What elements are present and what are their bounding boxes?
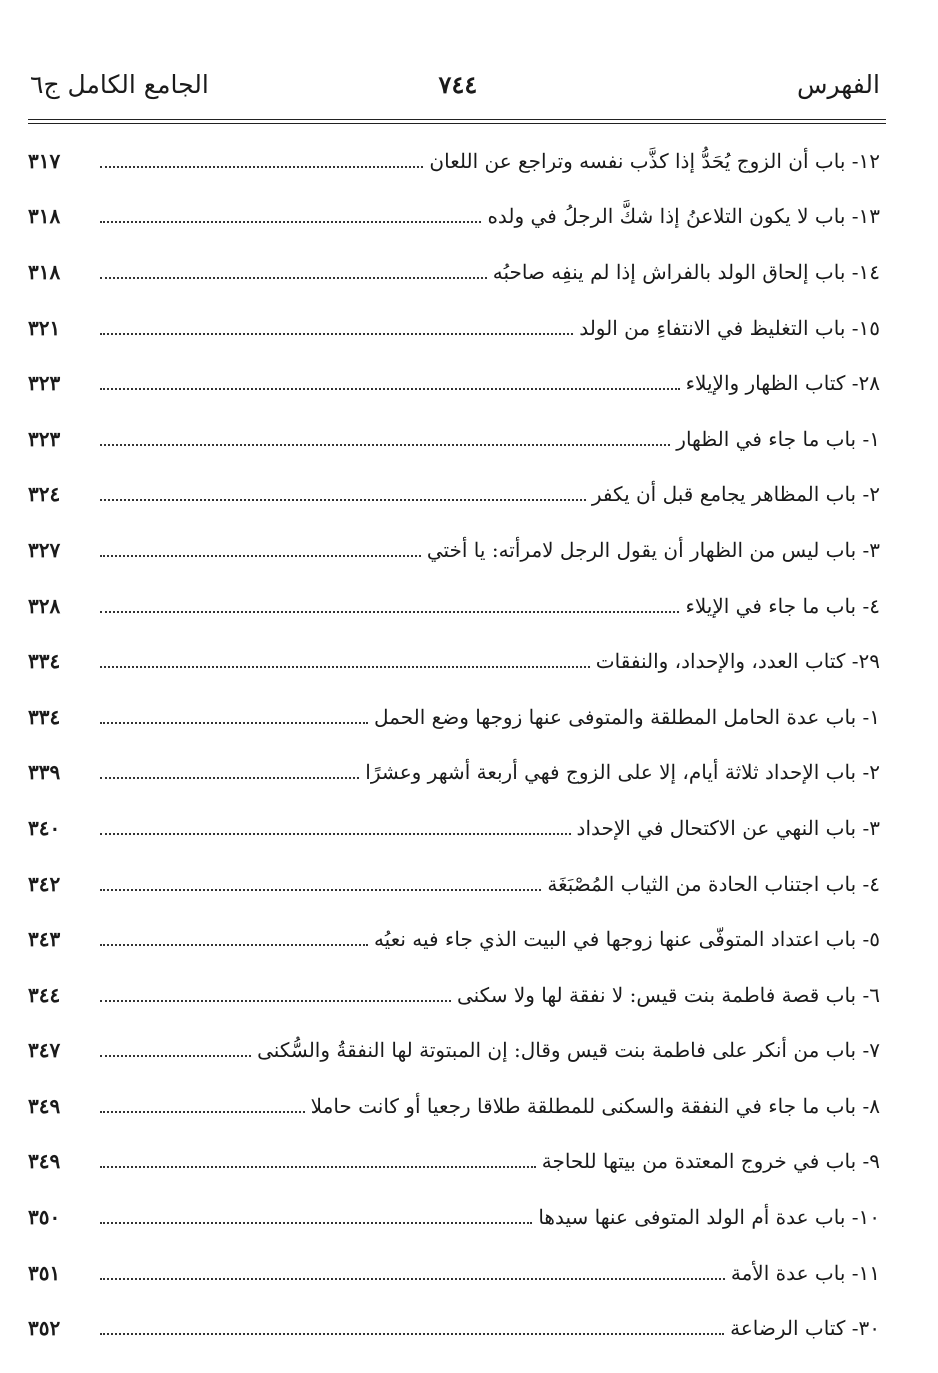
dot-leader: [100, 1111, 305, 1113]
toc-entry: [28, 911, 880, 967]
toc-entry-title: ٦- باب قصة فاطمة بنت قيس: لا نفقة لها ولا سكنى: [456, 982, 880, 1007]
toc-entry-title: ٣٠- كتاب الرضاعة: [730, 1316, 880, 1341]
toc-entry-page: ٣٥٢: [28, 1316, 61, 1341]
toc-entry-title: ١٠- باب عدة أم الولد المتوفى عنها سيدها: [538, 1205, 880, 1230]
toc-entry-page: ٣٤٠: [28, 815, 61, 840]
toc-entry: [28, 1189, 880, 1245]
toc-entry: [28, 355, 880, 411]
dot-leader: [100, 1278, 725, 1280]
header-book-title: الجامع الكامل ج٦: [30, 69, 209, 99]
toc-entry-title: ١٢- باب أن الزوج يُحَدُّ إذا كذَّب نفسه وتراجع عن اللعان: [429, 148, 880, 173]
toc-entry: [28, 467, 880, 523]
toc-entry-page: ٣٤٧: [28, 1038, 61, 1063]
toc-entry: [28, 1078, 880, 1134]
toc-entry-title: ١٥- باب التغليظ في الانتفاءِ من الولد: [579, 315, 880, 340]
toc-entry-title: ١٣- باب لا يكون التلاعنُ إذا شكَّ الرجلُ في ولده: [487, 204, 880, 229]
toc-entry-page: ٣٣٩: [28, 760, 61, 785]
toc-entry-page: ٣٥٠: [28, 1205, 61, 1230]
dot-leader: [100, 277, 487, 279]
dot-leader: [100, 444, 670, 446]
toc-entry-page: ٣٢٧: [28, 537, 61, 562]
dot-leader: [100, 1166, 536, 1168]
dot-leader: [100, 1055, 251, 1057]
toc-entry-page: ٣٤٢: [28, 871, 61, 896]
toc-entry-page: ٣١٨: [28, 259, 61, 284]
dot-leader: [100, 1222, 532, 1224]
toc-entry: [28, 411, 880, 467]
dot-leader: [100, 388, 680, 390]
toc-entry-page: ٣٤٩: [28, 1093, 61, 1118]
toc-entry-page: ٣١٧: [28, 148, 61, 173]
toc-entry: [28, 133, 880, 189]
toc-entry: [28, 244, 880, 300]
toc-entry-page: ٣٤٤: [28, 982, 61, 1007]
toc-entry-page: ٣٤٩: [28, 1149, 61, 1174]
toc-entry-page: ٣٢٣: [28, 426, 61, 451]
toc-entry-page: ٣٥١: [28, 1260, 61, 1285]
dot-leader: [100, 722, 368, 724]
dot-leader: [100, 777, 359, 779]
toc-entry: [28, 967, 880, 1023]
toc-entry-title: ٥- باب اعتداد المتوفّى عنها زوجها في البيت الذي جاء فيه نعيُه: [373, 927, 880, 952]
toc-entry: [28, 522, 880, 578]
toc-entry-title: ٢٨- كتاب الظهار والإيلاء: [685, 371, 880, 396]
toc-entry: [28, 189, 880, 245]
page-header: [30, 62, 880, 106]
dot-leader: [100, 499, 586, 501]
dot-leader: [100, 1333, 724, 1335]
toc-entry: [28, 856, 880, 912]
toc-entry-title: ١١- باب عدة الأمة: [730, 1260, 880, 1285]
toc-entry-page: ٣٢٣: [28, 371, 61, 396]
toc-entry-title: ٩- باب في خروج المعتدة من بيتها للحاجة: [541, 1149, 880, 1174]
header-page-number: ٧٤٤: [438, 69, 478, 99]
toc-entry-title: ١- باب ما جاء في الظهار: [676, 426, 880, 451]
toc-entry: [28, 689, 880, 745]
header-section-title: الفهرس: [796, 69, 880, 99]
toc-entry-title: ٤- باب اجتناب الحادة من الثياب المُصْبَغَة: [547, 871, 880, 896]
toc-entry-page: ٣٢٤: [28, 482, 61, 507]
toc-entry-page: ٣٢٨: [28, 593, 61, 618]
toc-entry: [28, 800, 880, 856]
toc-entry-page: ٣٣٤: [28, 649, 61, 674]
toc-entry: [28, 578, 880, 634]
toc-entry: [28, 300, 880, 356]
toc-entry: [28, 633, 880, 689]
dot-leader: [100, 333, 573, 335]
toc-entry: [28, 1134, 880, 1190]
toc-entry-title: ١- باب عدة الحامل المطلقة والمتوفى عنها زوجها وضع الحمل: [373, 704, 880, 729]
dot-leader: [100, 166, 423, 168]
toc-entry-title: ٤- باب ما جاء في الإيلاء: [685, 593, 880, 618]
toc-entry-page: ٣٢١: [28, 315, 61, 340]
dot-leader: [100, 1000, 451, 1002]
toc-entry: [28, 745, 880, 801]
toc-entry-page: ٣١٨: [28, 204, 61, 229]
header-rule-bottom: [28, 123, 886, 124]
toc-entry-title: ٣- باب النهي عن الاكتحال في الإحداد: [576, 815, 880, 840]
dot-leader: [100, 611, 679, 613]
toc-entry: [28, 1245, 880, 1301]
toc-entry-page: ٣٤٣: [28, 927, 61, 952]
toc-entry: [28, 1023, 880, 1079]
dot-leader: [100, 666, 590, 668]
toc-entry-title: ٢٩- كتاب العدد، والإحداد، والنفقات: [595, 649, 880, 674]
toc-entry-title: ٧- باب من أنكر على فاطمة بنت قيس وقال: إن المبتوتة لها النفقةُ والسُّكنى: [257, 1038, 880, 1063]
toc-entry-title: ١٤- باب إلحاق الولد بالفراش إذا لم ينفِه صاحبُه: [492, 259, 880, 284]
dot-leader: [100, 555, 421, 557]
dot-leader: [100, 833, 571, 835]
toc-entry-title: ٢- باب الإحداد ثلاثة أيام، إلا على الزوج فهي أربعة أشهر وعشرًا: [365, 760, 880, 785]
header-rule-top: [28, 119, 886, 120]
dot-leader: [100, 944, 368, 946]
toc-entry-title: ٢- باب المظاهر يجامع قبل أن يكفر: [591, 482, 880, 507]
dot-leader: [100, 221, 481, 223]
dot-leader: [100, 889, 541, 891]
toc-entry-title: ٨- باب ما جاء في النفقة والسكنى للمطلقة طلاقا رجعيا أو كانت حاملا: [310, 1093, 880, 1118]
toc-entry-page: ٣٣٤: [28, 704, 61, 729]
toc-entry: [28, 1300, 880, 1356]
table-of-contents: [28, 133, 880, 1356]
toc-entry-title: ٣- باب ليس من الظهار أن يقول الرجل لامرأته: يا أختي: [426, 537, 880, 562]
